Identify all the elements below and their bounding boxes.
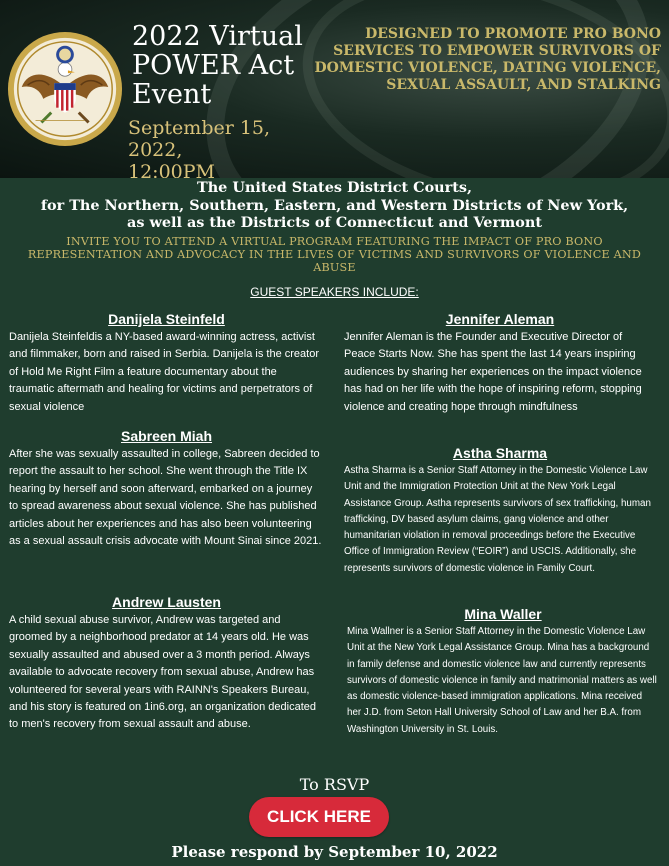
speaker-bio: Mina Wallner is a Senior Staff Attorney in the Domestic Violence Law Unit at the New York Legal Assistance Group. Mina has a background in family defense and domestic violence law and currently represents survivors of domestic violence in family and matrimonial matters as well as domestic violence-based immigration applications. Mina received her J.D. from Seton Hall University School of Law and her B.A. from Washington University in St. Louis. — [347, 626, 657, 735]
flyer-header — [0, 0, 669, 178]
speaker-bio: Danijela Steinfeldis a NY-based award-winning actress, activist and filmmaker, born and raised in Serbia. Danijela is the creator of Hold Me Right Film a feature documentary about the traumatic aftermath and healing for victims and perpetrators of sexual violence — [9, 331, 319, 413]
speaker-name: Sabreen Miah — [120, 428, 213, 444]
speaker-name: Mina Waller — [464, 606, 542, 622]
host-courts-line: for The Northern, Southern, Eastern, and Western Districts of New York, — [40, 196, 629, 214]
speaker-bio: A child sexual abuse survivor, Andrew was targeted and groomed by a neighborhood predator at 14 years old. He was sexually assaulted and abused over a 3 month period. Always available to advocate recovery from sexual abuse, Andrew has volunteered for several years with RAINN's Speakers Bureau, and his story is featured on 1in6.org, an organization dedicated to men's recovery from sexual assault and abuse. — [9, 614, 316, 731]
speaker-card — [9, 311, 324, 416]
speaker-card — [344, 311, 656, 416]
speaker-name: Danijela Steinfeld — [108, 311, 225, 327]
event-title-line: 2022 Virtual — [132, 21, 303, 52]
speaker-bio: After she was sexually assaulted in college, Sabreen decided to report the assault to her school. She went through the Title IX hearing by herself and soon afterward, embarked on a journey to spread awareness about sexual violence. She has published articles about her experiences and has also been volunteering as a sexual assault crisis advocate with Mount Sinai since 2021. — [9, 448, 322, 548]
event-title-line: POWER Act — [132, 50, 295, 81]
invitation-text: INVITE YOU TO ATTEND A VIRTUAL PROGRAM FEATURING THE IMPACT OF PRO BONO REPRESENTATION AND ADVOCACY IN THE LIVES OF VICTIMS AND SURVIVORS OF VIOLENCE AND ABUSE — [27, 235, 642, 274]
event-time-text: 12:00PM — [128, 161, 215, 178]
rsvp-label: To RSVP — [299, 775, 370, 794]
event-date-text: September 15, 2022, — [128, 117, 271, 161]
speaker-card — [347, 606, 659, 738]
guest-speakers-heading — [0, 285, 669, 299]
host-courts — [0, 179, 669, 232]
respond-by-text: Please respond by September 10, 2022 — [171, 843, 498, 861]
speaker-name: Andrew Lausten — [112, 594, 221, 610]
event-date — [128, 117, 328, 178]
rsvp-button[interactable]: CLICK HERE — [249, 797, 389, 837]
speaker-name: Jennifer Aleman — [445, 311, 555, 327]
event-tagline: DESIGNED TO PROMOTE PRO BONO SERVICES TO EMPOWER SURVIVORS OF DOMESTIC VIOLENCE, DATING VIOLENCE, SEXUAL ASSAULT, AND STALKING — [314, 26, 661, 93]
host-courts-line: The United States District Courts, — [197, 179, 472, 196]
speaker-card — [344, 445, 656, 577]
host-courts-line: as well as the Districts of Connecticut and Vermont — [127, 214, 542, 231]
us-courts-eagle-seal-icon — [6, 30, 124, 148]
event-title — [132, 22, 312, 109]
guest-speakers-heading-text: GUEST SPEAKERS INCLUDE: — [250, 285, 419, 299]
event-title-line: Event — [132, 79, 212, 110]
speaker-name: Astha Sharma — [452, 445, 548, 461]
speaker-card — [9, 428, 324, 550]
speaker-bio: Jennifer Aleman is the Founder and Executive Director of Peace Starts Now. She has spent the last 14 years inspiring audiences by sharing her experiences on the impact violence has had on her life with the hope of inspiring reform, stopping violence and creating hope through mindfulness — [344, 331, 642, 413]
speaker-card — [9, 594, 324, 734]
speaker-bio: Astha Sharma is a Senior Staff Attorney in the Domestic Violence Law Unit and the Immigration Protection Unit at the New York Legal Assistance Group. Astha represents survivors of sex trafficking, human trafficking, DV based asylum claims, gang violence and other humanitarian violation in removal proceedings before the Executive Office of Immigration Review (“EOIR”) and USCIS. Additionally, she represents survivors of domestic violence in Family Court. — [344, 465, 651, 574]
